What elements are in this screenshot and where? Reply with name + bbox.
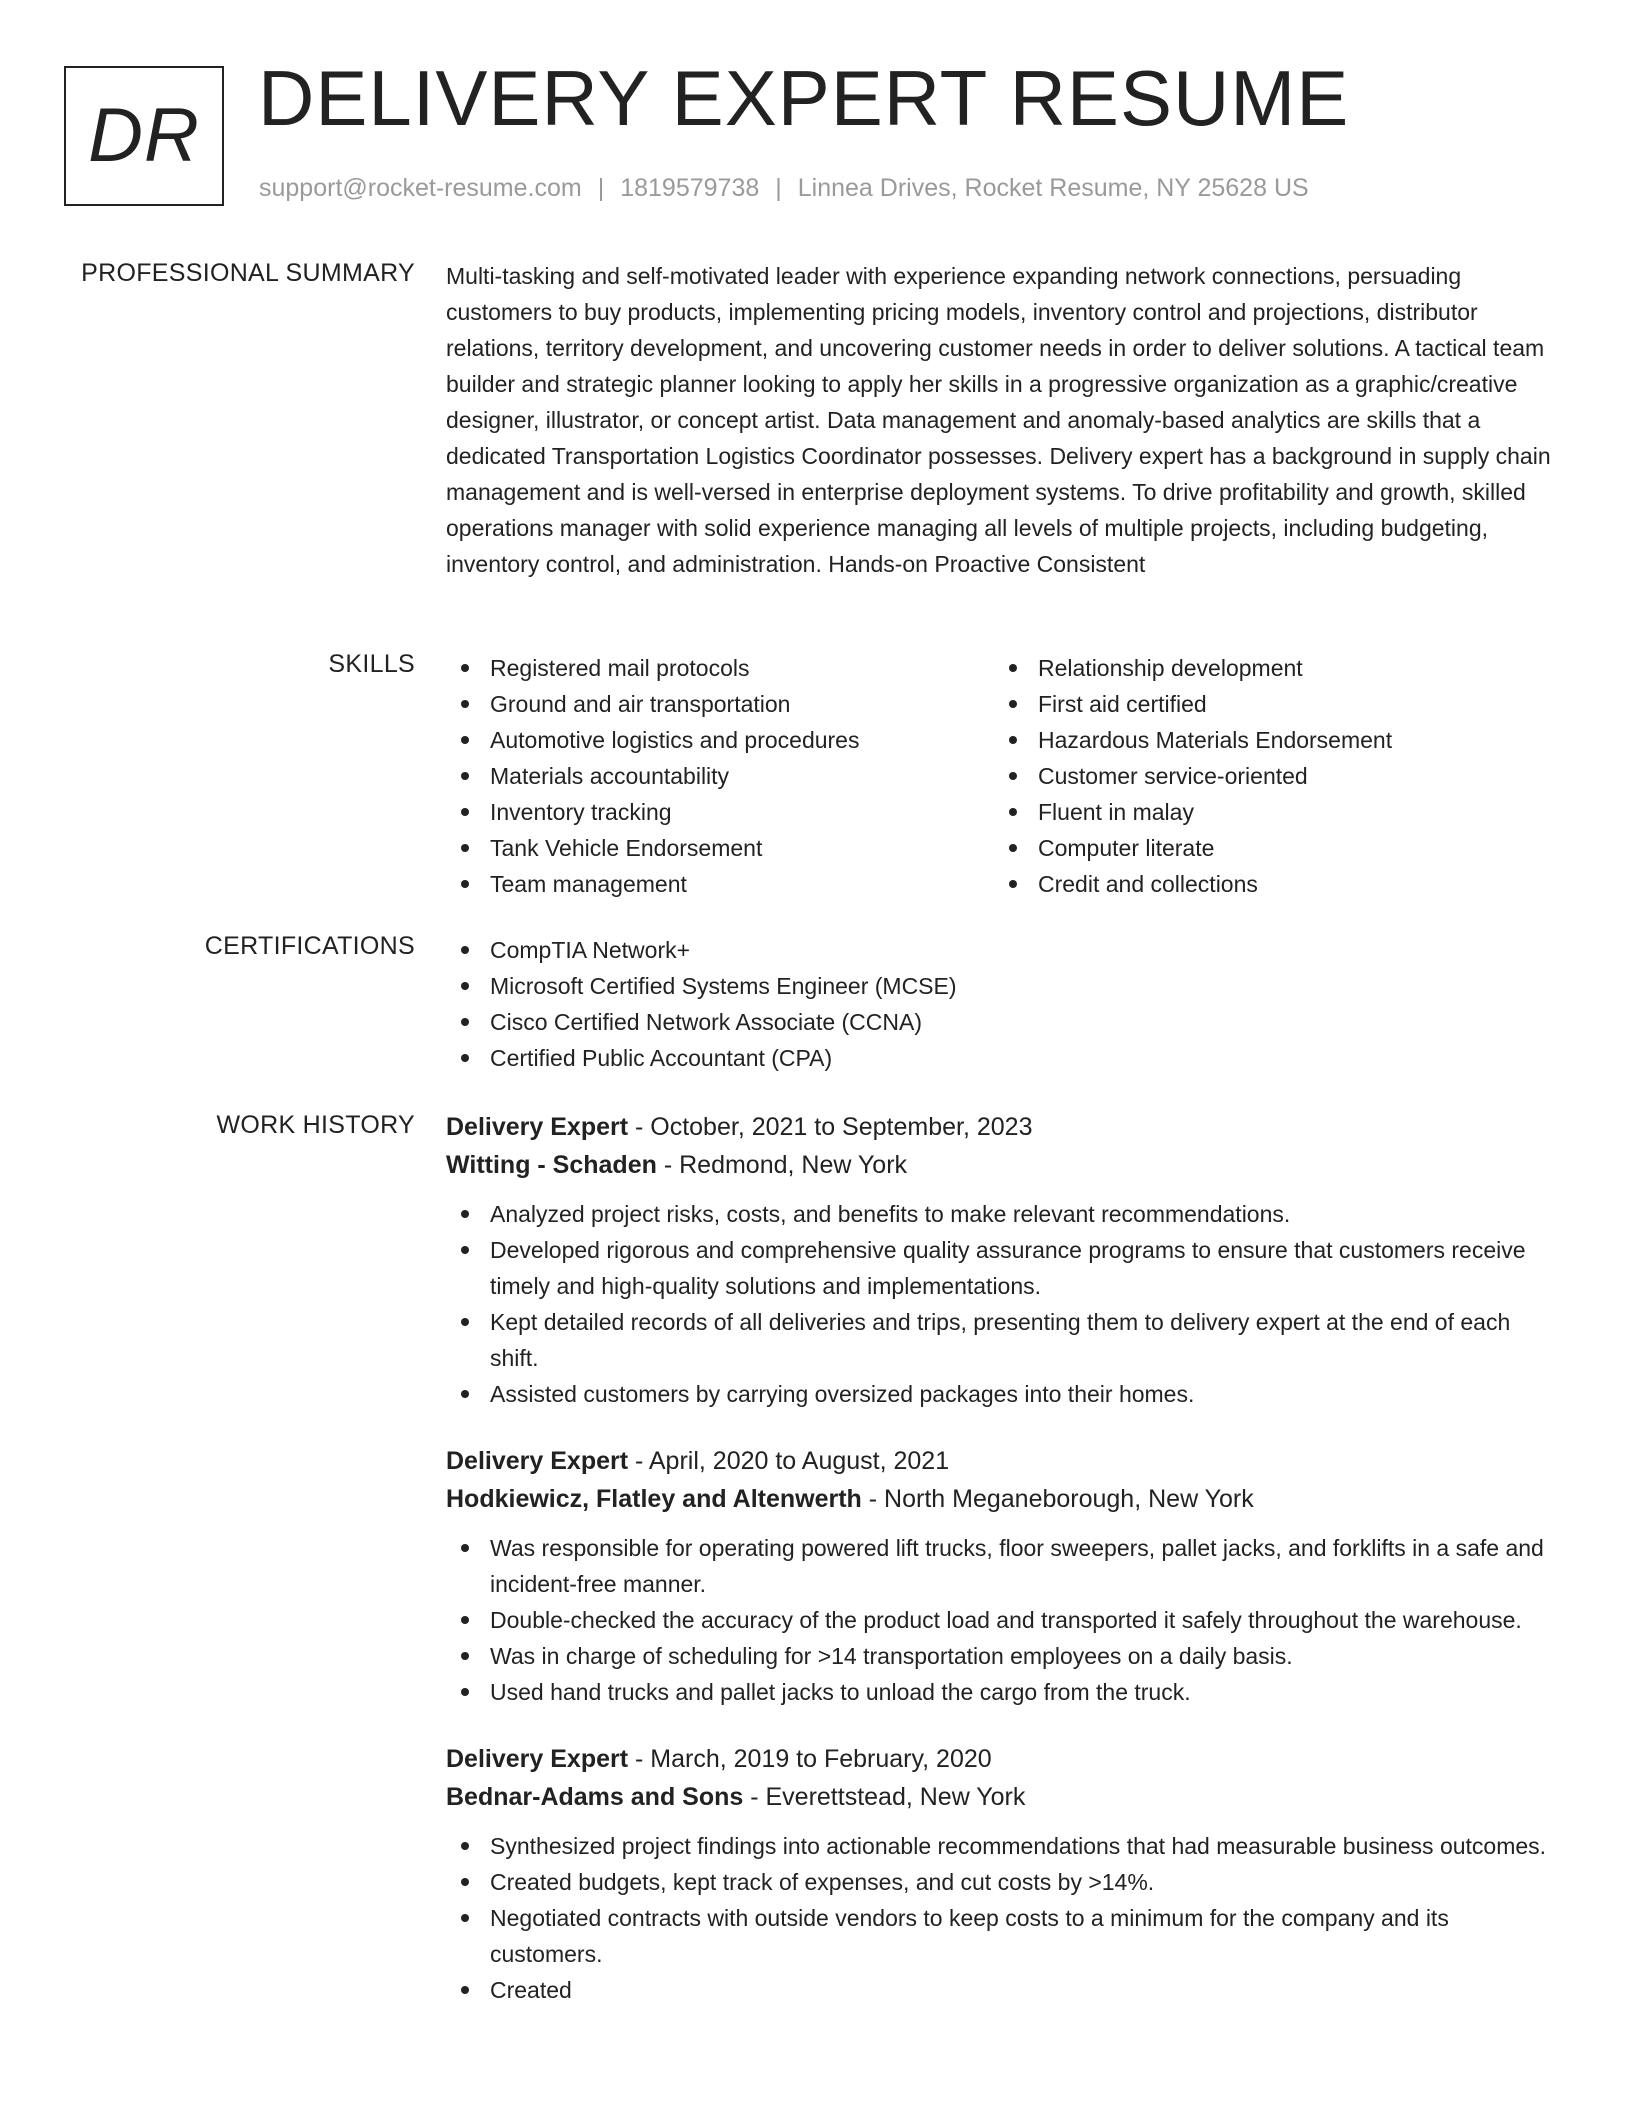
job-location: - Everettstead, New York — [743, 1783, 1026, 1811]
job-company: Bednar-Adams and Sons — [446, 1783, 744, 1811]
contact-email: support@rocket-resume.com — [259, 174, 582, 202]
job-bullet: Analyzed project risks, costs, and benefits to make relevant recommendations. — [446, 1196, 1551, 1232]
job-bullets — [446, 1196, 1551, 1412]
contact-phone: 1819579738 — [620, 174, 760, 202]
skills-list-left — [446, 650, 994, 902]
job-dates: - March, 2019 to February, 2020 — [628, 1745, 992, 1773]
job-dates: - October, 2021 to September, 2023 — [628, 1113, 1033, 1141]
skill-item: Hazardous Materials Endorsement — [994, 722, 1542, 758]
skill-item: Customer service-oriented — [994, 758, 1542, 794]
job-title-line — [446, 1442, 1551, 1480]
contact-line — [259, 174, 1309, 203]
skill-item: Relationship development — [994, 650, 1542, 686]
resume-title: DELIVERY EXPERT RESUME — [258, 54, 1350, 142]
job-location: - North Meganeborough, New York — [861, 1485, 1254, 1513]
job-title-line — [446, 1108, 1551, 1146]
skills-list-right — [994, 650, 1542, 902]
contact-separator: | — [775, 174, 782, 202]
certification-item: CompTIA Network+ — [446, 932, 1551, 968]
job-location: - Redmond, New York — [656, 1151, 908, 1179]
job-company: Hodkiewicz, Flatley and Altenwerth — [446, 1485, 862, 1513]
summary-heading: PROFESSIONAL SUMMARY — [81, 259, 415, 287]
certifications-heading: CERTIFICATIONS — [204, 932, 415, 960]
job-title: Delivery Expert — [446, 1447, 629, 1475]
monogram-initials: DR — [88, 93, 200, 178]
job-title: Delivery Expert — [446, 1745, 629, 1773]
skill-item: Materials accountability — [446, 758, 994, 794]
certifications-section — [446, 932, 1551, 1076]
job-company-line — [446, 1480, 1551, 1518]
skill-item: Fluent in malay — [994, 794, 1542, 830]
job-title: Delivery Expert — [446, 1113, 629, 1141]
job-bullet: Developed rigorous and comprehensive quality assurance programs to ensure that customers receive timely and high-quality solutions and implementations. — [446, 1232, 1551, 1304]
job-title-line — [446, 1740, 1551, 1778]
skill-item: Automotive logistics and procedures — [446, 722, 994, 758]
monogram-logo — [64, 66, 224, 206]
job-company-line — [446, 1146, 1551, 1184]
job-bullet: Double-checked the accuracy of the product load and transported it safely throughout the warehouse. — [446, 1602, 1551, 1638]
job-entry — [446, 1108, 1551, 1412]
skill-item: Computer literate — [994, 830, 1542, 866]
skills-heading: SKILLS — [328, 650, 415, 678]
contact-separator: | — [597, 174, 605, 202]
certification-item: Microsoft Certified Systems Engineer (MCSE) — [446, 968, 1551, 1004]
summary-text: Multi-tasking and self-motivated leader with experience expanding network connections, persuading customers to buy products, implementing pricing models, inventory control and projections, distributor relations, territory development, and uncovering customer needs in order to deliver solutions. A tactical team builder and strategic planner looking to apply her skills in a progressive organization as a graphic/creative designer, illustrator, or concept artist. Data management and anomaly-based analytics are skills that a dedicated Transportation Logistics Coordinator possesses. Delivery expert has a background in supply chain management and is well-versed in enterprise deployment systems. To drive profitability and growth, skilled operations manager with solid experience managing all levels of multiple projects, including budgeting, inventory control, and administration. Hands-on Proactive Consistent — [446, 263, 1551, 577]
job-bullets — [446, 1530, 1551, 1710]
work-history-section — [446, 1108, 1551, 2038]
job-company: Witting - Schaden — [446, 1151, 657, 1179]
skill-item: Ground and air transportation — [446, 686, 994, 722]
skill-item: Tank Vehicle Endorsement — [446, 830, 994, 866]
job-entry — [446, 1740, 1551, 2008]
job-bullet: Used hand trucks and pallet jacks to unload the cargo from the truck. — [446, 1674, 1551, 1710]
skill-item: Registered mail protocols — [446, 650, 994, 686]
certification-item: Cisco Certified Network Associate (CCNA) — [446, 1004, 1551, 1040]
job-dates: - April, 2020 to August, 2021 — [628, 1447, 950, 1475]
job-bullet: Kept detailed records of all deliveries and trips, presenting them to delivery expert at the end of each shift. — [446, 1304, 1551, 1376]
job-bullet: Was responsible for operating powered lift trucks, floor sweepers, pallet jacks, and forklifts in a safe and incident-free manner. — [446, 1530, 1551, 1602]
skill-item: First aid certified — [994, 686, 1542, 722]
summary-section — [446, 258, 1551, 582]
job-bullet: Assisted customers by carrying oversized packages into their homes. — [446, 1376, 1551, 1412]
job-bullet: Was in charge of scheduling for >14 transportation employees on a daily basis. — [446, 1638, 1551, 1674]
job-bullet: Synthesized project findings into actionable recommendations that had measurable business outcomes. — [446, 1828, 1551, 1864]
skill-item: Inventory tracking — [446, 794, 994, 830]
job-bullet: Created budgets, kept track of expenses, and cut costs by >14%. — [446, 1864, 1551, 1900]
job-entry — [446, 1442, 1551, 1710]
skill-item: Team management — [446, 866, 994, 902]
job-bullets — [446, 1828, 1551, 2008]
job-company-line — [446, 1778, 1551, 1816]
certification-item: Certified Public Accountant (CPA) — [446, 1040, 1551, 1076]
certifications-list — [446, 932, 1551, 1076]
contact-address: Linnea Drives, Rocket Resume, NY 25628 US — [797, 174, 1309, 202]
work-history-heading: WORK HISTORY — [216, 1111, 415, 1139]
job-bullet: Negotiated contracts with outside vendors to keep costs to a minimum for the company and its customers. — [446, 1900, 1551, 1972]
skill-item: Credit and collections — [994, 866, 1542, 902]
skills-section — [446, 650, 1551, 902]
job-bullet: Created — [446, 1972, 1551, 2008]
